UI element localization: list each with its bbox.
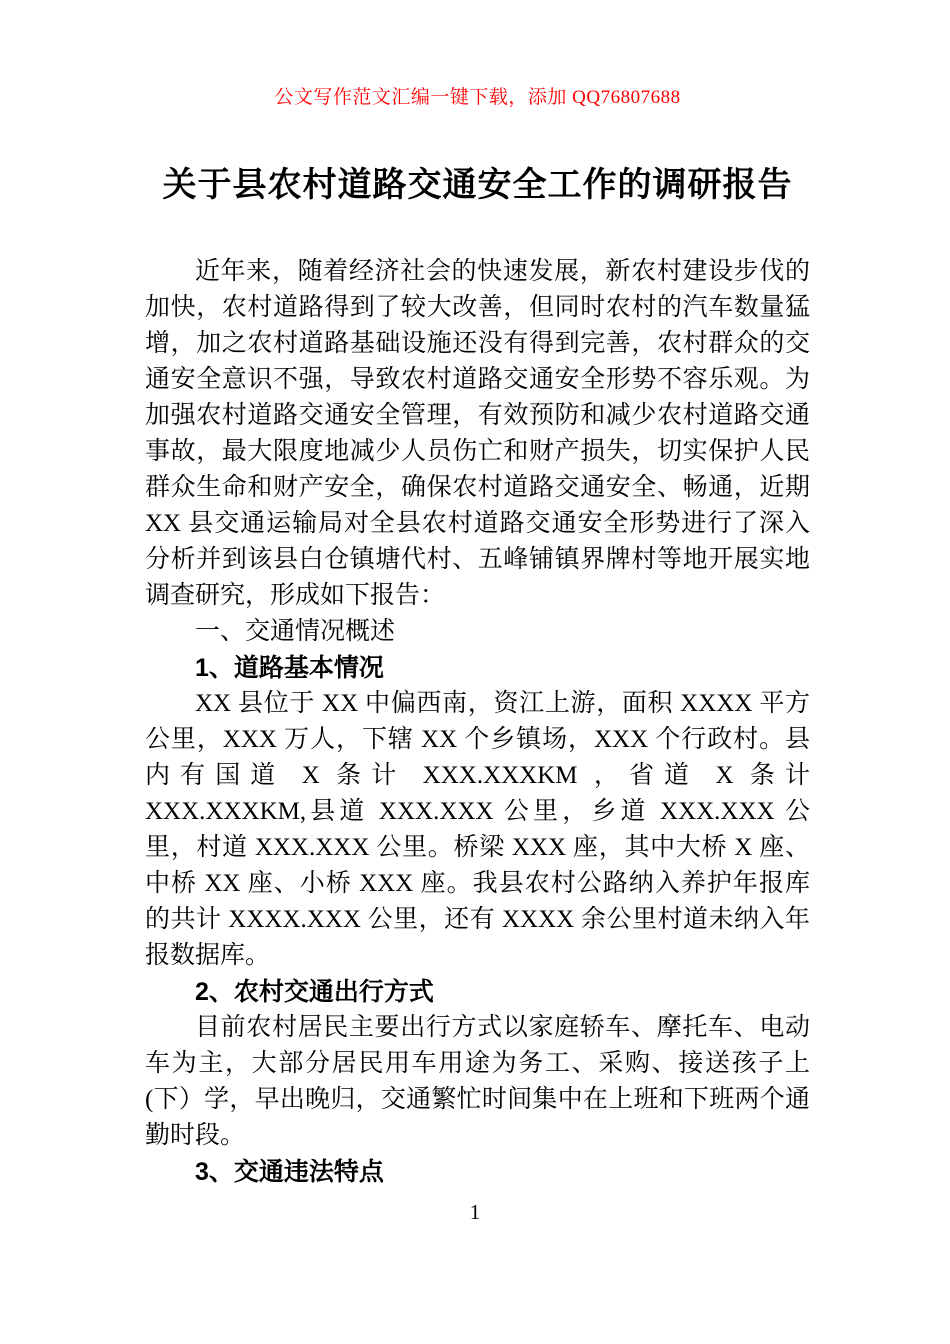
subheading-road-basic-info: 1、道路基本情况 (195, 654, 384, 682)
subheading-rural-travel-modes: 2、农村交通出行方式 (195, 978, 434, 1006)
section-heading-traffic-overview: 一、交通情况概述 (195, 618, 396, 645)
document-body (145, 254, 810, 1190)
subheading-traffic-violation-features: 3、交通违法特点 (195, 1158, 384, 1186)
page-number: 1 (469, 1200, 481, 1224)
paragraph-road-basic-info: XX 县位于 XX 中偏西南，资江上游，面积 XXXX 平方公里，XXX 万人，下辖 XX 个乡镇场，XXX 个行政村。县内有国道 X 条计 XXX.XXXKM ，省道 X 条计 XXX.XXXKM,县道 XXX.XXX 公里，乡道 XXX.XXX 公里，村道 XXX.XXX 公里。桥梁 XXX 座，其中大桥 X 座、中桥 XX 座、小桥 XXX 座。我县农村公路纳入养护年报库的共计 XXXX.XXX 公里，还有 XXXX 余公里村道未纳入年报数据库。 (145, 690, 810, 969)
document-title: 关于县农村道路交通安全工作的调研报告 (162, 167, 793, 204)
paragraph-intro: 近年来，随着经济社会的快速发展，新农村建设步伐的加快，农村道路得到了较大改善，但同时农村的汽车数量猛增，加之农村道路基础设施还没有得到完善，农村群众的交通安全意识不强，导致农村道路交通安全形势不容乐观。为加强农村道路交通安全管理，有效预防和减少农村道路交通事故，最大限度地减少人员伤亡和财产损失，切实保护人民群众生命和财产安全，确保农村道路交通安全、畅通，近期 XX 县交通运输局对全县农村道路交通安全形势进行了深入分析并到该县白仓镇塘代村、五峰铺镇界牌村等地开展实地调查研究，形成如下报告： (145, 258, 810, 609)
promo-header-text: 公文写作范文汇编一键下载，添加 QQ76807688 (274, 87, 681, 108)
paragraph-rural-travel-modes: 目前农村居民主要出行方式以家庭轿车、摩托车、电动车为主，大部分居民用车用途为务工、采购、接送孩子上(下）学，早出晚归，交通繁忙时间集中在上班和下班两个通勤时段。 (145, 1014, 810, 1149)
